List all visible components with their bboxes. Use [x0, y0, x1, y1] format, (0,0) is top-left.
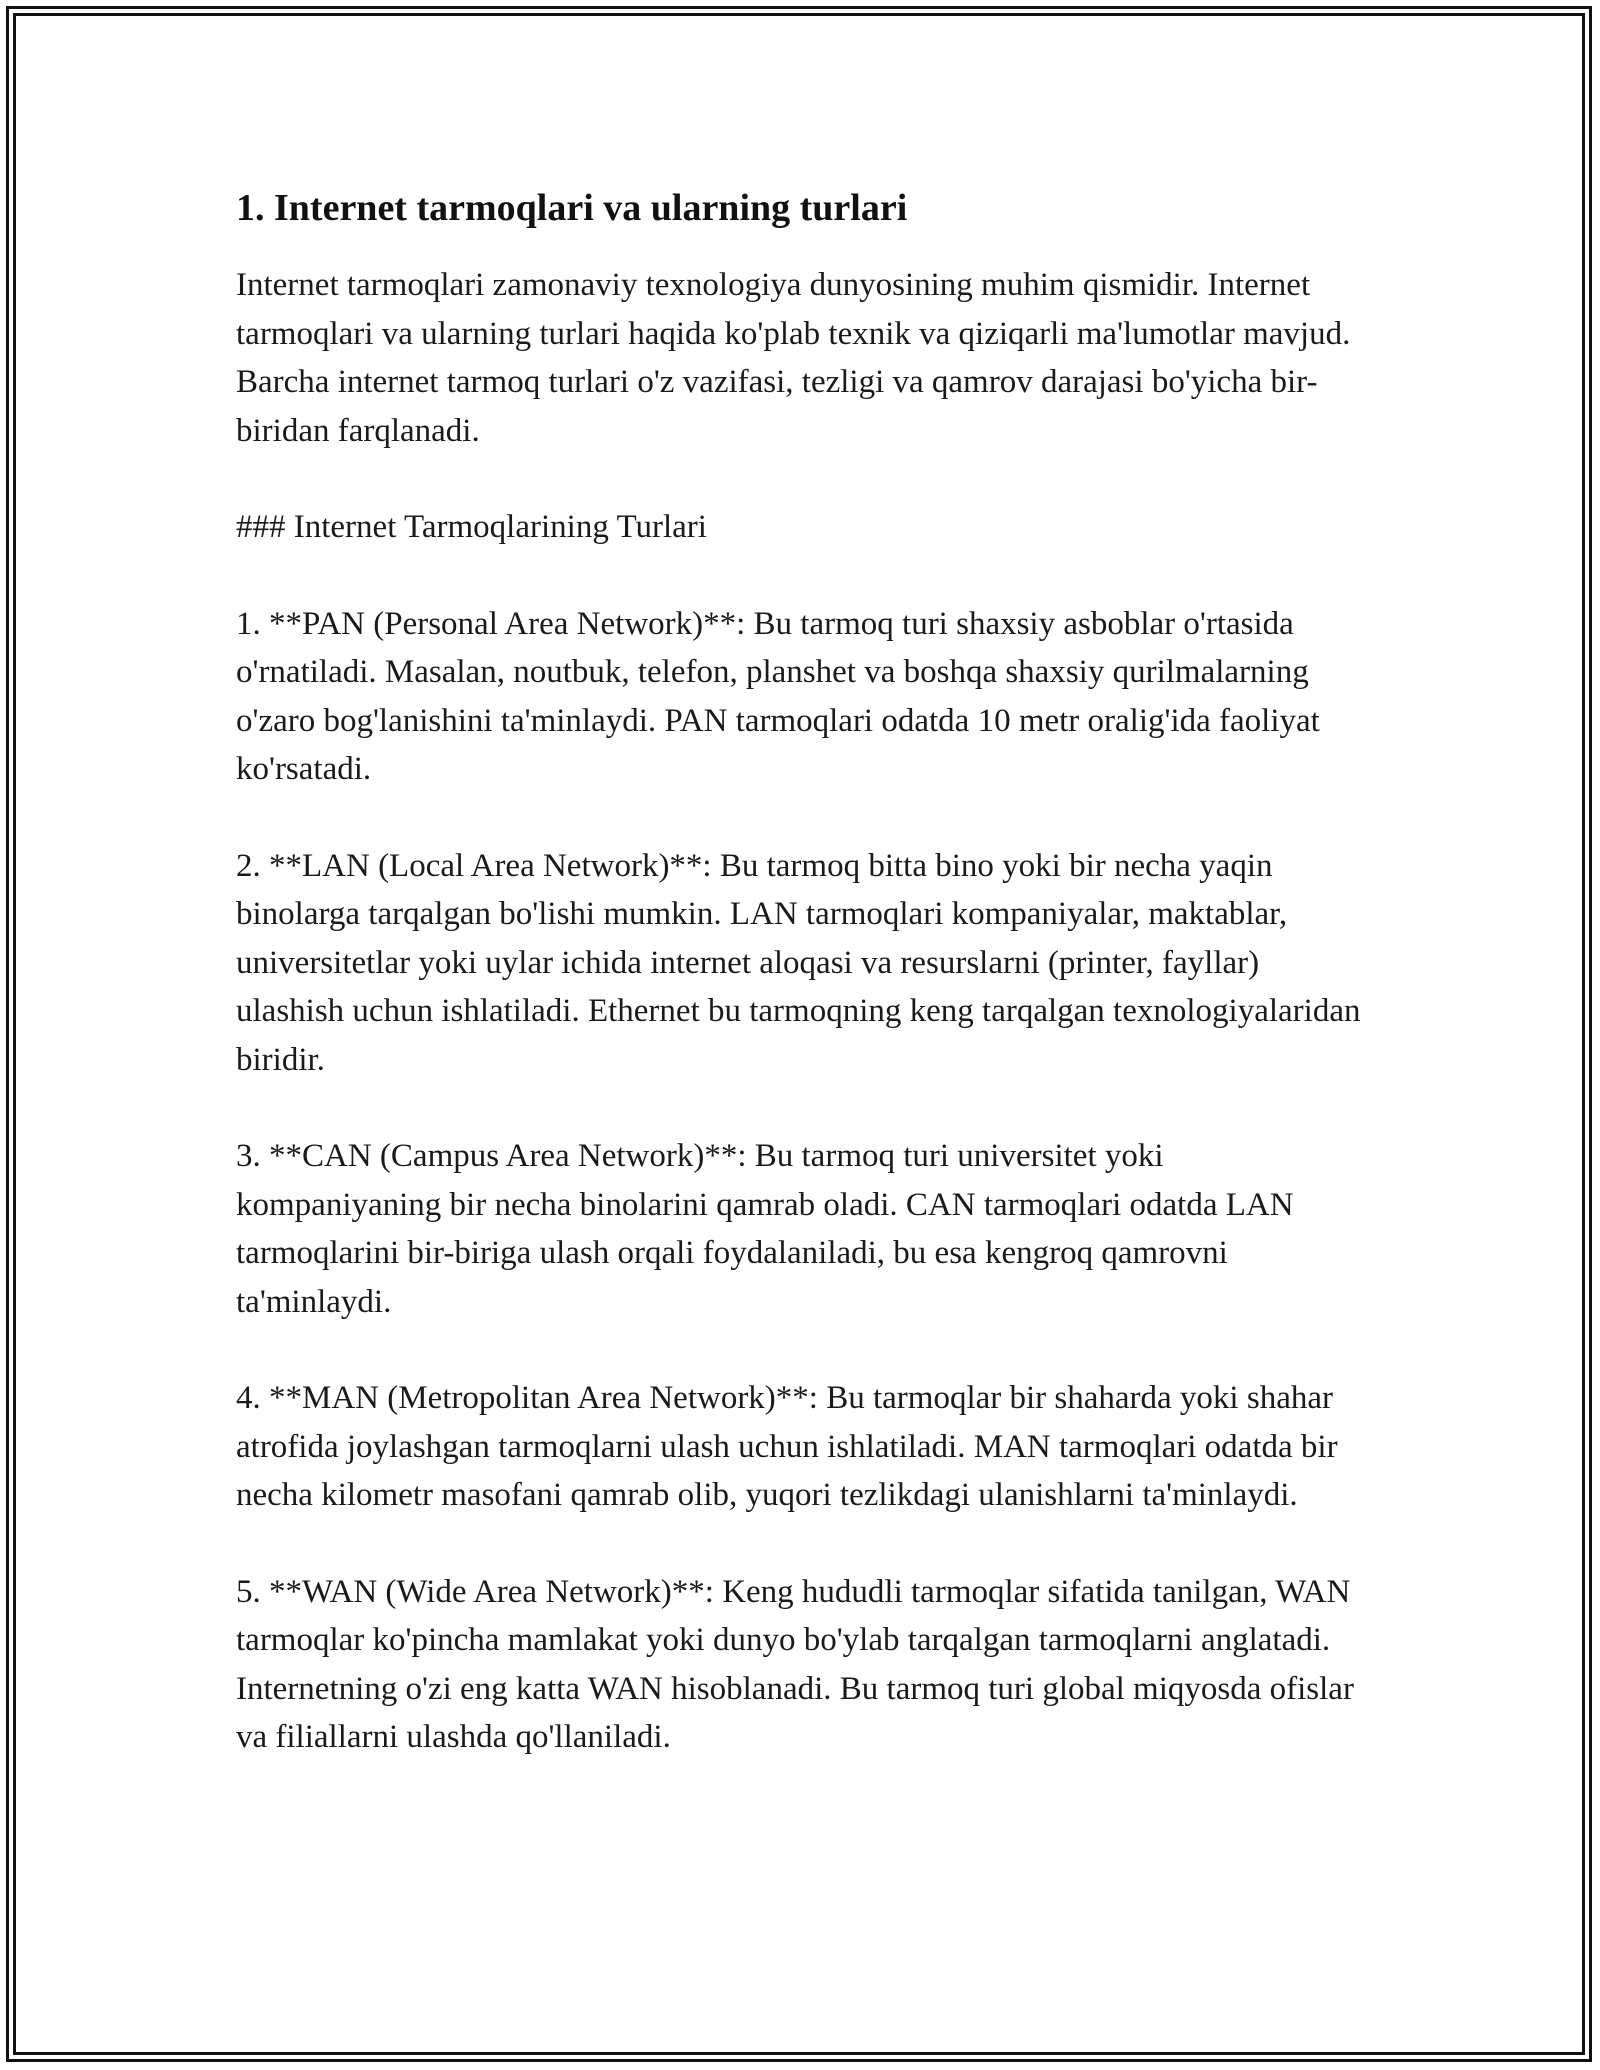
- intro-paragraph: Internet tarmoqlari zamonaviy texnologiya dunyosining muhim qismidir. Internet tarmoqlari va ularning turlari haqida ko'plab texnik va qiziqarli ma'lumotlar mavjud. Barcha internet tarmoq turlari o'z vazifasi, tezligi va qamrov darajasi bo'yicha bir-biridan farqlanadi.: [236, 267, 1351, 449]
- document-body: [236, 184, 1366, 1762]
- list-item-man: 4. **MAN (Metropolitan Area Network)**: Bu tarmoqlar bir shaharda yoki shahar atrofida joylashgan tarmoqlarni ulash uchun ishlatiladi. MAN tarmoqlari odatda bir necha kilometr masofani qamrab olib, yuqori tezlikdagi ulanishlarni ta'minlaydi.: [236, 1380, 1338, 1514]
- list-item-lan: 2. **LAN (Local Area Network)**: Bu tarmoq bitta bino yoki bir necha yaqin binolarga tarqalgan bo'lishi mumkin. LAN tarmoqlari kompaniyalar, maktablar, universitetlar yoki uylar ichida internet aloqasi va resurslarni (printer, fayllar) ulashish uchun ishlatiladi. Ethernet bu tarmoqning keng tarqalgan texnologiyalaridan biridir.: [236, 847, 1361, 1078]
- page-title: 1. Internet tarmoqlari va ularning turlari: [236, 187, 908, 229]
- section-subheading: ### Internet Tarmoqlarining Turlari: [236, 509, 707, 546]
- list-item-pan: 1. **PAN (Personal Area Network)**: Bu tarmoq turi shaxsiy asboblar o'rtasida o'rnatiladi. Masalan, noutbuk, telefon, planshet va boshqa shaxsiy qurilmalarning o'zaro bog'lanishini ta'minlaydi. PAN tarmoqlari odatda 10 metr oralig'ida faoliyat ko'rsatadi.: [236, 605, 1320, 788]
- list-item-wan: 5. **WAN (Wide Area Network)**: Keng hududli tarmoqlar sifatida tanilgan, WAN tarmoqlar ko'pincha mamlakat yoki dunyo bo'ylab tarqalgan tarmoqlarni anglatadi. Internetning o'zi eng katta WAN hisoblanadi. Bu tarmoq turi global miqyosda ofislar va filiallarni ulashda qo'llaniladi.: [236, 1573, 1354, 1756]
- list-item-can: 3. **CAN (Campus Area Network)**: Bu tarmoq turi universitet yoki kompaniyaning bir necha binolarini qamrab oladi. CAN tarmoqlari odatda LAN tarmoqlarini bir-biriga ulash orqali foydalaniladi, bu esa kengroq qamrovni ta'minlaydi.: [236, 1138, 1294, 1320]
